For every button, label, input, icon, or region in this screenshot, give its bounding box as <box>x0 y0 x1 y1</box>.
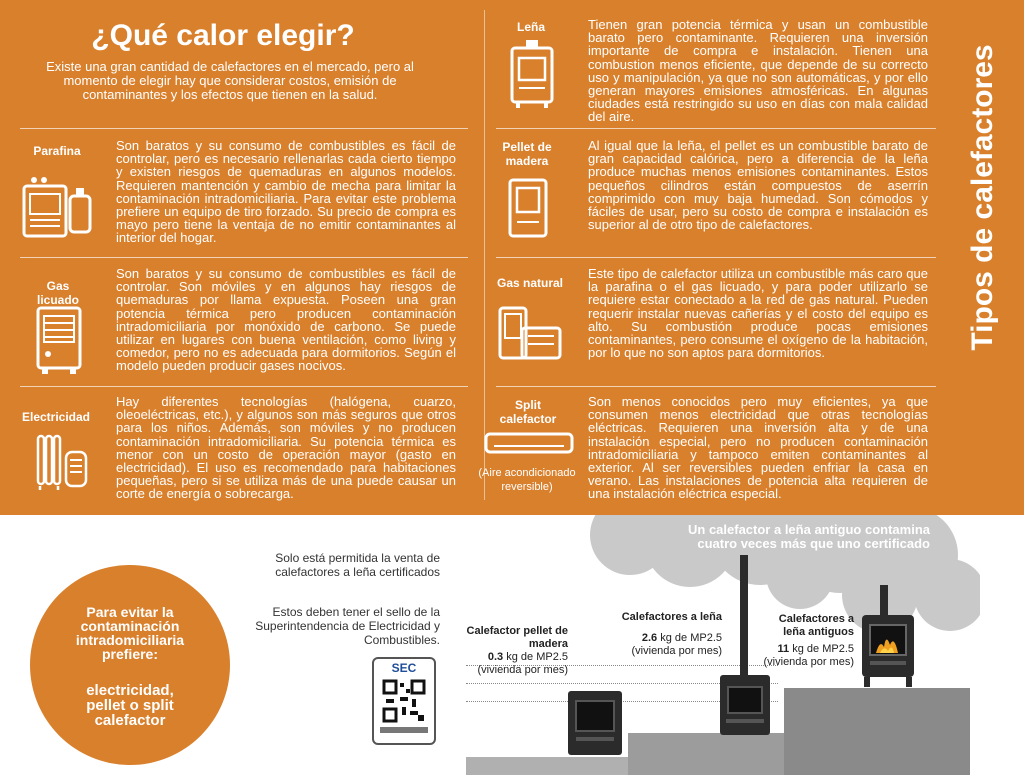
emission-bar-pellet <box>466 757 628 775</box>
sublabel-split: (Aire acondicionado reversible) <box>478 467 576 493</box>
paraffin-heater-icon <box>22 172 94 242</box>
side-title-band <box>948 0 1018 515</box>
text-gas-natural: Este tipo de calefactor utiliza un combustible más caro que la parafina o el gas licuado, y para poder utilizarlo se requiere estar conectado a la red de gas natural. Pueden requerir instalar nuevas cañerías y el costo del equipo es alto. Su combustión produce pocas emisiones contaminantes, pero consume el oxígeno de la habitación, por lo que no son aptos para dormitorios. <box>588 266 928 361</box>
label-split: Split calefactor <box>499 398 557 426</box>
certification-text: Solo está permitida la venta de calefactores a leña certificados <box>275 551 440 579</box>
divider <box>496 257 936 258</box>
recommendation-text: Para evitar la contaminación intradomiciliaria prefiere: <box>75 604 185 662</box>
smoke-comparison-text: Un calefactor a leña antiguo contamina cuatro veces más que uno certificado <box>688 522 930 551</box>
stove-value: 11 <box>777 643 790 655</box>
text-electricidad: Hay diferentes tecnologías (halógena, cuarzo, oleoeléctricas, etc.), y algunos son más seguros que otros para los niños. Además, son móviles y no producen contaminación intradomiciliaria. Su potencia térmica es menor con un costo de operación mayor (gasto en electricidad). El uso es recomendado para habitaciones pequeñas, pero si se utiliza más de una puede causar un corte de energía o sobrecarga. <box>116 394 456 502</box>
recommendation-badge <box>30 565 230 765</box>
divider <box>20 257 468 258</box>
sec-seal-label: SEC <box>391 661 417 675</box>
wood-stove-chimney <box>740 555 748 675</box>
stove-note: (vivienda por mes) <box>631 645 722 657</box>
pellet-stove-icon <box>508 178 548 240</box>
split-ac-icon <box>484 432 574 456</box>
stove-name: Calefactores a leña <box>621 611 722 623</box>
sec-seal <box>372 657 436 745</box>
emission-bar-wood <box>628 733 784 775</box>
stove-unit: kg de MP2.5 <box>792 643 854 655</box>
text-pellet: Al igual que la leña, el pellet es un combustible barato de gran capacidad calórica, pero a diferencia de la leña produce muchas menos emisiones contaminantes. Estos pequeños cilindros están compuestos de aserrín comprimido con muy baja humedad. Son cómodos y fáciles de usar, pero su costo de compra e instalación es superior al de otro tipo de calefactores. <box>588 138 928 233</box>
label-pellet: Pellet de madera <box>502 140 552 168</box>
text-gas-licuado: Son baratos y su consumo de combustibles es fácil de controlar. Son móviles y en algunos hay riesgos de quemaduras por llama expuesta. Poseen una gran potencia térmica pero producen contaminación intradomiciliaria por monóxido de carbono. Se puede utilizar en lugares con buena ventilación, como living y comedor, pero no es adecuada para dormitorios. Según el modelo pueden producir gases nocivos. <box>116 266 456 374</box>
label-gas-natural: Gas natural <box>496 276 564 290</box>
text-split: Son menos conocidos pero muy eficientes, ya que consumen menos electricidad que otras tecnologías eléctricas. Requieren una inversión alta y de una instalación especial, pero no producen contaminación intradomiciliaria y tampoco emiten contaminantes al exterior. Al ser reversibles pueden enfriar la casa en verano. Las instalaciones de potencia alta requieren de una instalación eléctrica especial. <box>588 394 928 502</box>
wood-stove-icon <box>510 40 554 108</box>
electric-radiator-icon <box>36 432 88 492</box>
bottom-section <box>0 515 1024 775</box>
natural-gas-heater-icon <box>498 306 562 364</box>
side-title: Tipos de calefactores <box>966 44 999 351</box>
gas-heater-icon <box>36 306 82 376</box>
label-parafina: Parafina <box>33 144 81 158</box>
qr-code-icon <box>382 679 426 723</box>
stove-value: 2.6 <box>641 632 658 644</box>
label-lena: Leña <box>516 20 545 34</box>
stove-name: Calefactor pellet de madera <box>466 625 568 650</box>
stove-note: (vivienda por mes) <box>763 656 854 668</box>
label-gas-licuado: Gas licuado <box>36 279 79 307</box>
intro-text: Existe una gran cantidad de calefactores en el mercado, pero al momento de elegir hay que considerar costos, emisión de contaminantes y los efectos que tienen en la salud. <box>46 59 414 102</box>
label-electricidad: Electricidad <box>21 410 91 424</box>
divider <box>20 128 468 129</box>
old-wood-stove-illustration <box>858 611 918 691</box>
divider <box>496 386 936 387</box>
emission-bar-old <box>784 688 970 775</box>
stove-note: (vivienda por mes) <box>477 664 568 676</box>
stove-unit: kg de MP2.5 <box>506 651 568 663</box>
column-divider <box>484 10 485 500</box>
stove-label-pellet <box>466 625 568 677</box>
stove-label-old <box>758 613 854 669</box>
stove-unit: kg de MP2.5 <box>660 632 722 644</box>
wood-stove-illustration <box>718 673 772 739</box>
text-parafina: Son baratos y su consumo de combustibles es fácil de controlar, pero es necesario rellenarlas cada cierto tiempo y existen riesgos de quemaduras en algunos modelos. Requieren mantención y cambio de mecha para limitar la contaminación intradomiciliaria. Para evitar este problema prefiere un equipo de tiro forzado. Su precio de compra es mayo pero tiene la ventaja de no emitir contaminantes al interior del hogar. <box>116 138 456 246</box>
seal-stripe <box>380 727 428 733</box>
page-title: ¿Qué calor elegir? <box>91 19 355 52</box>
recommendation-options: electricidad, pellet o split calefactor <box>86 682 174 729</box>
stove-value: 0.3 <box>487 651 504 663</box>
stove-label-wood <box>604 611 722 658</box>
seal-requirement-text: Estos deben tener el sello de la Superintendencia de Electricidad y Combustibles. <box>255 605 440 647</box>
stove-name: Calefactores a leña antiguos <box>778 613 854 638</box>
divider <box>20 386 468 387</box>
pellet-stove-illustration <box>566 689 624 759</box>
divider <box>496 128 936 129</box>
text-lena: Tienen gran potencia térmica y usan un combustible barato pero contaminante. Requieren una inversión importante de compra e instalación. Tienen una combustion menos eficiente, que depende de su correcto uso y manipulación, ya que no son automáticas, y por ello generan mayores emisiones atmosféricas. En algunas ciudades está restringido su uso en días con mala calidad del aire. <box>588 17 928 125</box>
